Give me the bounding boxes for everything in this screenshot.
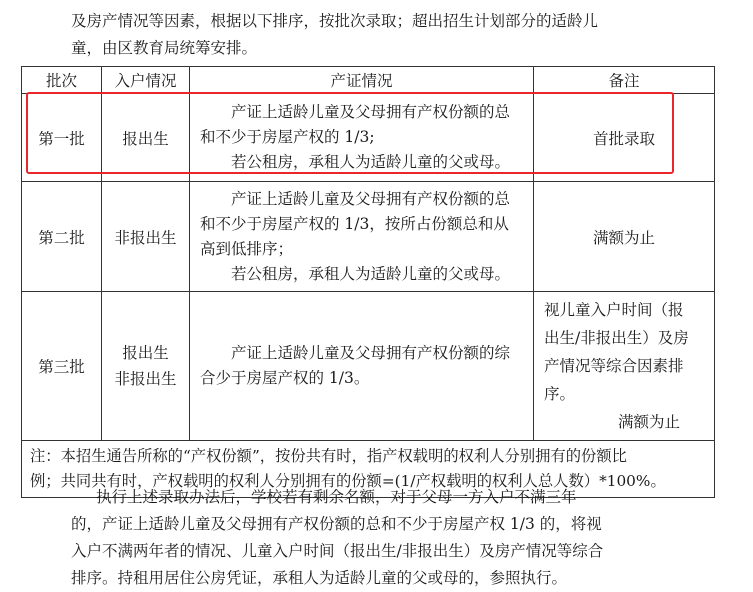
property-cell — [190, 292, 534, 441]
note-text: 满额为止 — [617, 413, 680, 431]
note-cell: 满额为止 — [534, 182, 715, 292]
note-text: 出生/非报出生）及房 — [544, 329, 689, 347]
table-row — [22, 94, 715, 182]
property-cell — [190, 94, 534, 182]
hukou-cell: 报出生 — [102, 94, 190, 182]
outro-line-2: 的，产证上适龄儿童及父母拥有产权份额的总和不少于房屋产权 1/3 的，将视 — [71, 515, 602, 533]
batch-cell: 第二批 — [22, 182, 102, 292]
intro-line-2: 童，由区教育局统筹安排。 — [71, 39, 258, 57]
table-header-row — [22, 67, 715, 94]
intro-line-1: 及房产情况等因素，根据以下排序，按批次录取；超出招生计划部分的适龄儿 — [71, 12, 599, 30]
hukou-text: 报出生 — [122, 344, 169, 362]
property-text: 若公租房，承租人为适龄儿童的父或母。 — [231, 153, 511, 171]
table-row — [22, 182, 715, 292]
note-cell — [534, 292, 715, 441]
property-text: 合少于房屋产权的 1/3。 — [200, 369, 370, 387]
property-text: 产证上适龄儿童及父母拥有产权份额的综 — [231, 344, 511, 362]
outro-line-3: 入户不满两年者的情况、儿童入户时间（报出生/非报出生）及房产情况等综合 — [71, 542, 604, 560]
note-text: 序。 — [544, 385, 576, 403]
property-text: 产证上适龄儿童及父母拥有产权份额的总 — [231, 103, 511, 121]
header-hukou: 入户情况 — [102, 67, 190, 94]
property-text: 产证上适龄儿童及父母拥有产权份额的总 — [231, 189, 511, 208]
batch-cell: 第三批 — [22, 292, 102, 441]
note-text: 产情况等综合因素排 — [544, 357, 684, 375]
admission-batch-table — [21, 66, 715, 498]
outro-line-1: 执行上述录取办法后，学校若有剩余名额，对于父母一方入户不满三年 — [96, 488, 577, 506]
header-batch: 批次 — [22, 67, 102, 94]
property-text: 高到低排序； — [200, 239, 294, 258]
property-text: 和不少于房屋产权的 1/3，按所占份额总和从 — [200, 214, 509, 233]
property-text: 若公租房，承租人为适龄儿童的父或母。 — [231, 264, 511, 283]
table-row — [22, 292, 715, 441]
batch-cell: 第一批 — [22, 94, 102, 182]
note-text: 视儿童入户时间（报 — [544, 301, 684, 319]
footnote-line-2: 例；共同共有时，产权载明的权利人分别拥有的份额=(1/产权载明的权利人总人数）*100%。 — [30, 472, 666, 490]
hukou-cell — [102, 292, 190, 441]
outro-line-4: 排序。持租用居住公房凭证，承租人为适龄儿童的父或母的，参照执行。 — [71, 569, 568, 587]
note-cell: 首批录取 — [534, 94, 715, 182]
property-text: 和不少于房屋产权的 1/3; — [200, 128, 375, 146]
footnote-line-1: 注：本招生通告所称的“产权份额”，按份共有时，指产权载明的权利人分别拥有的份额比 — [30, 447, 627, 465]
header-note: 备注 — [534, 67, 715, 94]
header-property: 产证情况 — [190, 67, 534, 94]
hukou-text: 非报出生 — [114, 370, 177, 388]
hukou-cell: 非报出生 — [102, 182, 190, 292]
property-cell — [190, 182, 534, 292]
